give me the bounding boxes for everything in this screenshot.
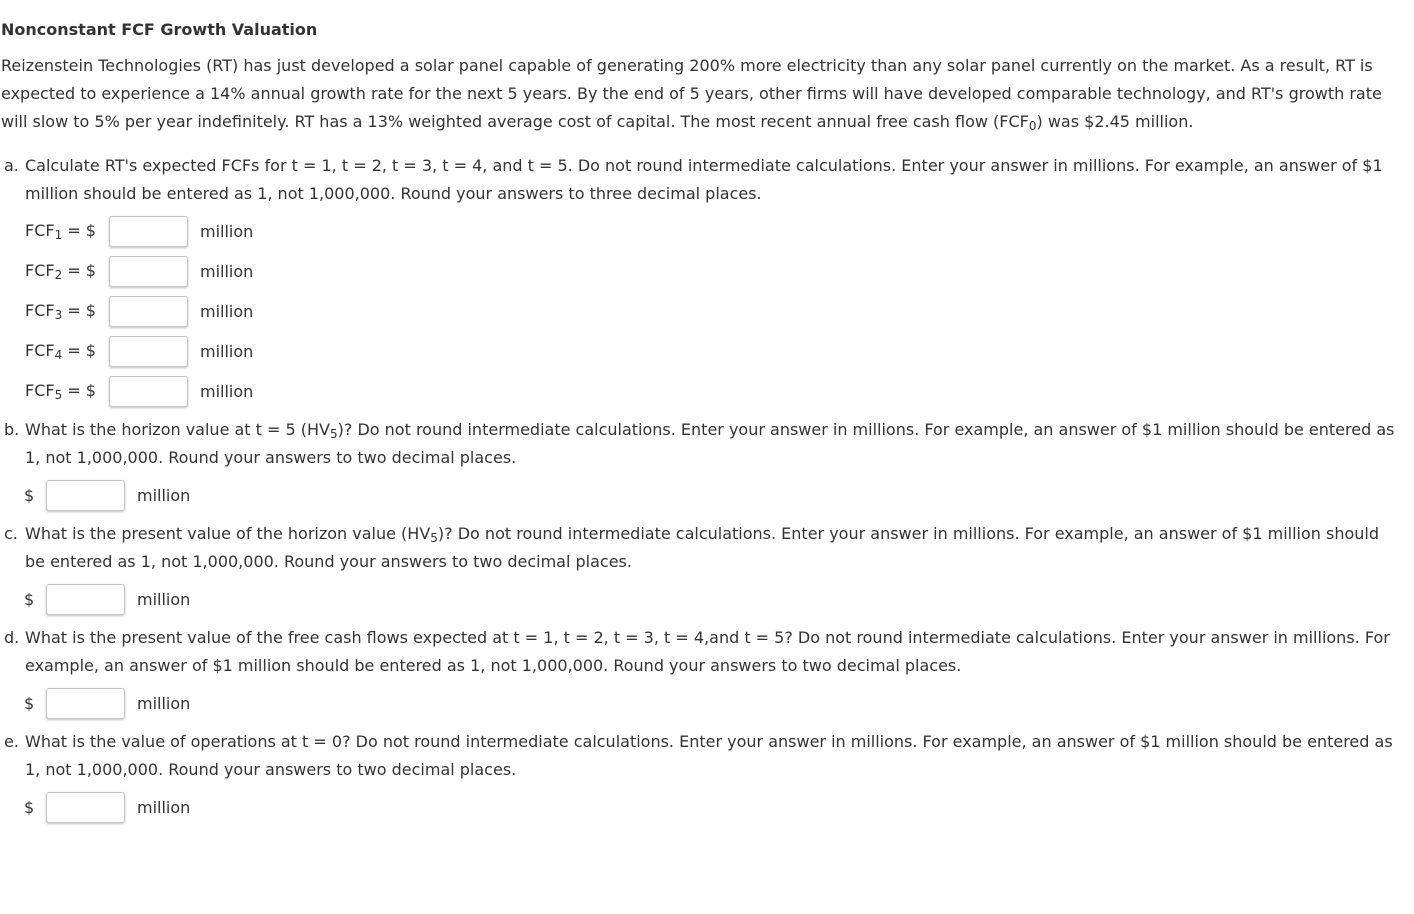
question-e-dollar: $ (24, 798, 35, 817)
fcf3-subscript: 3 (54, 308, 63, 322)
fcf1-unit: million (200, 222, 254, 241)
intro-line-1: Reizenstein Technologies (RT) has just developed a solar panel capable of generating 200% more electricity than any solar panel currently on the market. As a result, RT is (1, 56, 1373, 75)
value-of-operations-input[interactable] (46, 792, 125, 823)
question-c-dollar: $ (24, 590, 35, 609)
question-d-letter: d. (4, 628, 20, 647)
horizon-value-input[interactable] (46, 480, 125, 511)
fcf4-label-text: FCF (25, 341, 55, 360)
fcf4-unit: million (200, 342, 254, 361)
question-c-letter: c. (4, 524, 18, 543)
fcf5-label (25, 381, 96, 402)
question-a-letter: a. (4, 156, 19, 175)
fcf2-label-text: FCF (25, 261, 55, 280)
intro-line-3 (1, 108, 1401, 140)
question-d-unit: million (137, 694, 191, 713)
question-b-letter: b. (4, 420, 20, 439)
fcf2-input[interactable] (109, 256, 188, 287)
fcf1-label (25, 221, 96, 242)
intro-subscript: 0 (1028, 119, 1037, 133)
fcf3-input[interactable] (109, 296, 188, 327)
pv-horizon-value-input[interactable] (46, 584, 125, 615)
question-b-line-2: 1, not 1,000,000. Round your answers to two decimal places. (25, 448, 517, 467)
fcf3-equals: = $ (62, 301, 96, 320)
fcf2-unit: million (200, 262, 254, 281)
question-b-subscript: 5 (330, 427, 338, 441)
question-e-unit: million (137, 798, 191, 817)
question-e-letter: e. (4, 732, 19, 751)
question-b-dollar: $ (24, 486, 35, 505)
intro-line-2: expected to experience a 14% annual growth rate for the next 5 years. By the end of 5 years, other firms will have developed comparable technology, and RT's growth rate (1, 84, 1382, 103)
fcf3-label-text: FCF (25, 301, 55, 320)
fcf1-input[interactable] (109, 216, 188, 247)
fcf5-equals: = $ (62, 381, 96, 400)
question-b-line-1-end: )? Do not round intermediate calculations. Enter your answer in millions. For example, an answer of $1 million should be entered as (337, 420, 1395, 439)
question-c-subscript: 5 (430, 531, 438, 545)
question-e-line-2: 1, not 1,000,000. Round your answers to two decimal places. (25, 760, 517, 779)
fcf2-subscript: 2 (54, 268, 63, 282)
fcf1-label-text: FCF (25, 221, 55, 240)
question-b-line-1-text: What is the horizon value at t = 5 (HV (25, 420, 330, 439)
question-c-unit: million (137, 590, 191, 609)
question-c-line-2: be entered as 1, not 1,000,000. Round your answers to two decimal places. (25, 552, 632, 571)
fcf3-unit: million (200, 302, 254, 321)
fcf5-subscript: 5 (54, 388, 63, 402)
fcf4-subscript: 4 (54, 348, 63, 362)
fcf3-label (25, 301, 96, 322)
fcf4-input[interactable] (109, 336, 188, 367)
fcf5-input[interactable] (109, 376, 188, 407)
fcf2-label (25, 261, 96, 282)
question-c-line-1-end: )? Do not round intermediate calculations. Enter your answer in millions. For example, an answer of $1 million should (437, 524, 1379, 543)
fcf4-equals: = $ (62, 341, 96, 360)
question-e-line-1: What is the value of operations at t = 0? Do not round intermediate calculations. Enter your answer in millions. For example, an answer of $1 million should be entered as (25, 732, 1393, 751)
question-d-line-2: example, an answer of $1 million should be entered as 1, not 1,000,000. Round your answers to two decimal places. (25, 656, 962, 675)
problem-intro (1, 52, 1401, 140)
pv-fcf-input[interactable] (46, 688, 125, 719)
question-d-line-1: What is the present value of the free cash flows expected at t = 1, t = 2, t = 3, t = 4,and t = 5? Do not round intermediate calculations. Enter your answer in millions. For (25, 628, 1390, 647)
fcf4-label (25, 341, 96, 362)
question-a-line-2: million should be entered as 1, not 1,000,000. Round your answers to three decimal places. (25, 184, 762, 203)
intro-line-3-text: will slow to 5% per year indefinitely. RT has a 13% weighted average cost of capital. The most recent annual free cash flow (FCF (1, 112, 1029, 131)
question-d-dollar: $ (24, 694, 35, 713)
fcf5-unit: million (200, 382, 254, 401)
question-a-line-1: Calculate RT's expected FCFs for t = 1, t = 2, t = 3, t = 4, and t = 5. Do not round intermediate calculations. Enter your answer in millions. For example, an answer of $1 (25, 156, 1383, 175)
fcf1-equals: = $ (62, 221, 96, 240)
question-b-unit: million (137, 486, 191, 505)
fcf2-equals: = $ (62, 261, 96, 280)
fcf5-label-text: FCF (25, 381, 55, 400)
intro-line-3-end: ) was $2.45 million. (1036, 112, 1194, 131)
fcf1-subscript: 1 (54, 228, 63, 242)
page-title: Nonconstant FCF Growth Valuation (1, 20, 318, 39)
question-c-line-1-text: What is the present value of the horizon value (HV (25, 524, 431, 543)
